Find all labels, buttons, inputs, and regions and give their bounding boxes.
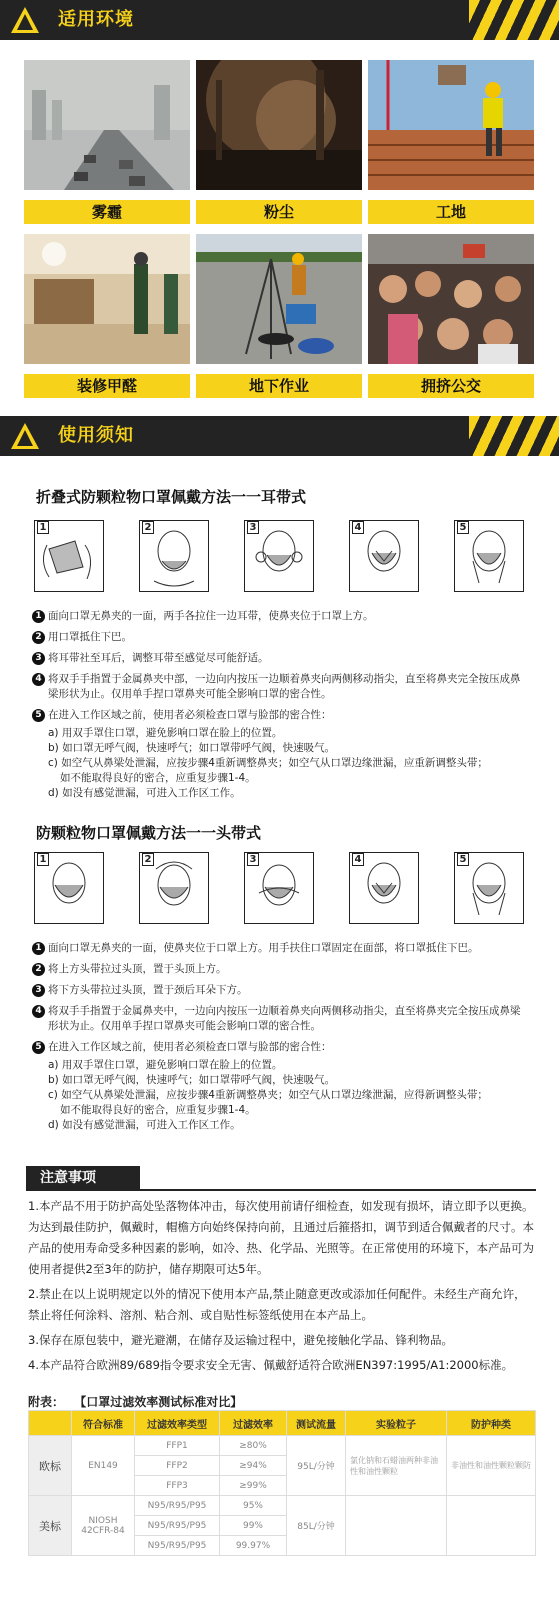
instruction-item: 3 将下方头带拉过头顶，置于颈后耳朵下方。 xyxy=(32,983,522,998)
crowded-bus-photo xyxy=(368,234,534,364)
step-illustration xyxy=(349,852,419,924)
tile-caption: 装修甲醛 xyxy=(24,374,190,398)
step-number: 5 xyxy=(457,853,469,866)
instruction-item: 1 面向口罩无鼻夹的一面，两手各拉住一边耳带，使鼻夹位于口罩上方。 xyxy=(32,609,522,624)
warning-triangle-icon xyxy=(10,422,40,450)
step-number: 2 xyxy=(142,853,154,866)
notice-item: 2.禁止在以上说明规定以外的情况下使用本产品,禁止随意更改或添加任何配件。未经生产商允许，禁止将任何涂料、溶剂、粘合剂、或自贴性标签纸使用在本产品上。 xyxy=(28,1287,526,1322)
environment-tile xyxy=(368,234,534,400)
environment-tile xyxy=(368,60,534,226)
instruction-subitems: a) 用双手罩住口罩，避免影响口罩在脸上的位置。 b) 如口罩无呼气阀，快速呼气；如口罩带呼气阀，快速吸气。 c) 如空气从鼻梁处泄漏，应按步骤4重新调整鼻夹；如空气从口罩边缘泄漏，应重新调整头带； 如不能取得良好的密合，应重复步骤1-4。 d) 如没有感觉泄漏，可进入工作区工作。 xyxy=(48,727,488,799)
tile-caption: 拥挤公交 xyxy=(368,374,534,398)
hazard-stripes xyxy=(469,416,559,456)
instruction-subitems: a) 用双手罩住口罩，避免影响口罩在脸上的位置。 b) 如口罩无呼气阀，快速呼气；如口罩带呼气阀，快速吸气。 c) 如空气从鼻梁处泄漏，应按步骤4重新调整鼻夹；如空气从口罩边缘泄漏，应得新调整头带； 如不能取得良好的密合，应重复步骤1-4。 d) 如没有感觉泄漏，可进入工作区工作。 xyxy=(48,1059,488,1131)
renovation-photo xyxy=(24,234,190,364)
section-title: 适用环境 xyxy=(58,9,134,30)
earloop-instructions xyxy=(32,609,522,801)
step-number: 5 xyxy=(457,521,469,534)
step-illustration xyxy=(349,520,419,592)
notice-item: 4.本产品符合欧洲89/689指令要求安全无害、佩戴舒适符合欧洲EN397:1995/A1:2000标准。 xyxy=(28,1358,514,1372)
environment-tile xyxy=(196,60,362,226)
table-row: 美标 NIOSH 42CFR-84 N95/R95/P95 95% 85L/分钟 xyxy=(29,1496,536,1516)
hazard-stripes xyxy=(469,0,559,40)
earloop-steps-row xyxy=(34,520,524,592)
dust-photo xyxy=(196,60,362,190)
environment-grid xyxy=(24,60,536,400)
instruction-item: 4 将双手手指置于金属鼻夹中，一边向内按压一边顺着鼻夹向两侧移动指尖，直至将鼻夹完全按压成鼻梁形状为止。仅用单手捏口罩鼻夹可能会影响口罩的密合性。 xyxy=(32,1004,522,1034)
section-header-environment xyxy=(0,0,559,40)
headband-instructions xyxy=(32,941,522,1133)
smog-photo xyxy=(24,60,190,190)
tile-caption: 粉尘 xyxy=(196,200,362,224)
appendix-heading: 附表： 【口罩过滤效率测试标准对比】 xyxy=(28,1395,243,1409)
construction-photo xyxy=(368,60,534,190)
step-illustration xyxy=(454,852,524,924)
table-row: N95/R95/P95 99% xyxy=(29,1516,536,1536)
section-header-usage xyxy=(0,416,559,456)
step-illustration xyxy=(244,852,314,924)
step-number: 4 xyxy=(352,521,364,534)
step-number: 3 xyxy=(247,853,259,866)
section-title: 使用须知 xyxy=(58,425,134,446)
instruction-item: 2 用口罩抵住下巴。 xyxy=(32,630,522,645)
environment-tile xyxy=(24,60,190,226)
table-row: 欧标 EN149 FFP1 ≥80% 95L/分钟 氯化钠和石蜡油两种非油性和油性颗粒 非油性和油性颗粒颗防 xyxy=(29,1436,536,1456)
warning-triangle-icon xyxy=(10,6,40,34)
step-number: 1 xyxy=(37,853,49,866)
underground-work-photo xyxy=(196,234,362,364)
headband-steps-row xyxy=(34,852,524,924)
instruction-item: 5 在进入工作区域之前，使用者必须检查口罩与脸部的密合性： xyxy=(32,708,522,723)
notice-title: 注意事项 xyxy=(26,1166,140,1190)
step-illustration xyxy=(34,520,104,592)
filter-standards-table xyxy=(28,1410,536,1556)
step-illustration xyxy=(454,520,524,592)
earloop-method-title: 折叠式防颗粒物口罩佩戴方法一一耳带式 xyxy=(36,488,307,506)
environment-tile xyxy=(196,234,362,400)
instruction-item: 5 在进入工作区域之前，使用者必须检查口罩与脸部的密合性： xyxy=(32,1040,522,1055)
tile-caption: 地下作业 xyxy=(196,374,362,398)
tile-caption: 雾霾 xyxy=(24,200,190,224)
table-row: N95/R95/P95 99.97% xyxy=(29,1536,536,1556)
environment-tile xyxy=(24,234,190,400)
table-row: FFP2 ≥94% xyxy=(29,1456,536,1476)
step-number: 3 xyxy=(247,521,259,534)
instruction-item: 1 面向口罩无鼻夹的一面，使鼻夹位于口罩上方。用手扶住口罩固定在面部，将口罩抵住下巴。 xyxy=(32,941,522,956)
step-number: 1 xyxy=(37,521,49,534)
headband-method-title: 防颗粒物口罩佩戴方法一一头带式 xyxy=(36,824,262,842)
notice-item: 3.保存在原包装中，避光避潮，在储存及运输过程中，避免接触化学品、锋利物品。 xyxy=(28,1333,453,1347)
instruction-item: 2 将上方头带拉过头顶，置于头顶上方。 xyxy=(32,962,522,977)
step-illustration xyxy=(139,852,209,924)
table-header-row: 符合标准 过滤效率类型 过滤效率 测试流量 实验粒子 防护种类 xyxy=(29,1411,536,1436)
step-illustration xyxy=(244,520,314,592)
notice-item: 1.本产品不用于防护高处坠落物体冲击，每次使用前请仔细检查，如发现有损坏，请立即予以更换。为达到最佳防护，佩戴时，帽檐方向始终保持向前，且通过后箍搭扣，调节到适合佩戴者的尺寸。本产品的使用寿命受多种因素的影响，如冷、热、化学品、光照等。在正常使用的环境下，本产品可为使用者提供2至3年的防护，储存期限可达5年。 xyxy=(28,1199,534,1276)
instruction-item: 4 将双手手指置于金属鼻夹中部，一边向内按压一边顺着鼻夹向两侧移动指尖，直至将鼻夹完全按压成鼻梁形状为止。仅用单手捏口罩鼻夹可能全影响口罩的密合性。 xyxy=(32,672,522,702)
table-row: FFP3 ≥99% xyxy=(29,1476,536,1496)
tile-caption: 工地 xyxy=(368,200,534,224)
notice-body xyxy=(28,1196,534,1380)
step-illustration xyxy=(139,520,209,592)
step-number: 2 xyxy=(142,521,154,534)
step-number: 4 xyxy=(352,853,364,866)
step-illustration xyxy=(34,852,104,924)
instruction-item: 3 将耳带社至耳后，调整耳带至感觉尽可能舒适。 xyxy=(32,651,522,666)
notice-divider xyxy=(26,1189,536,1191)
